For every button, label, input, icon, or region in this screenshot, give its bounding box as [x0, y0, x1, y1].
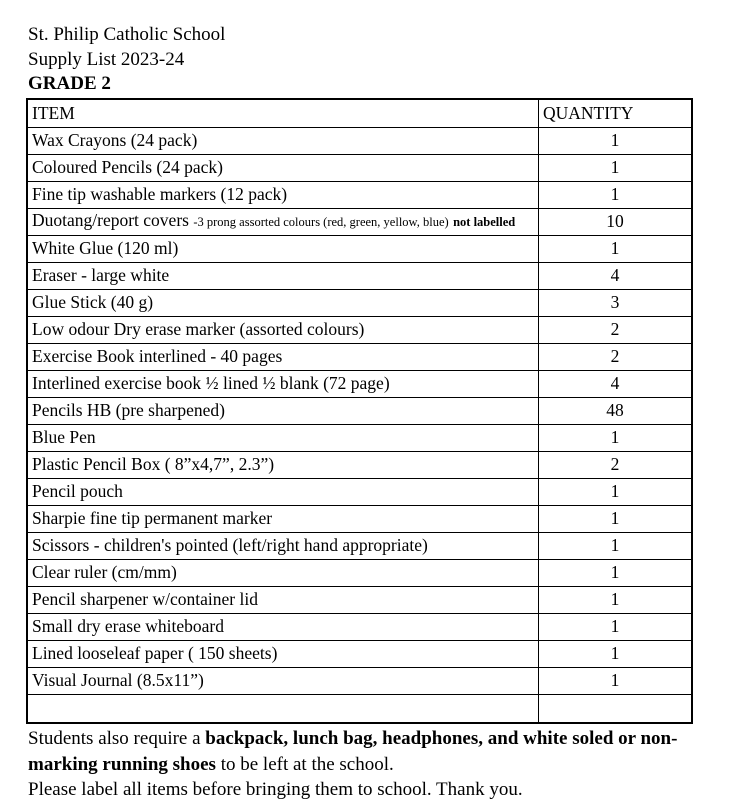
- table-row: [27, 587, 692, 614]
- cell-item: White Glue (120 ml): [27, 236, 539, 263]
- cell-quantity: 1: [539, 641, 693, 668]
- cell-item: Coloured Pencils (24 pack): [27, 155, 539, 182]
- cell-item: Pencils HB (pre sharpened): [27, 398, 539, 425]
- table-row: [27, 398, 692, 425]
- cell-quantity: 4: [539, 263, 693, 290]
- table-row: [27, 128, 692, 155]
- cell-item: Interlined exercise book ½ lined ½ blank (72 page): [27, 371, 539, 398]
- table-row: [27, 452, 692, 479]
- cell-quantity: 2: [539, 452, 693, 479]
- cell-quantity: 1: [539, 533, 693, 560]
- table-row: [27, 695, 692, 724]
- table-header-row: [27, 99, 692, 128]
- cell-item: Eraser - large white: [27, 263, 539, 290]
- table-row: [27, 641, 692, 668]
- table-row: [27, 290, 692, 317]
- cell-item: Small dry erase whiteboard: [27, 614, 539, 641]
- cell-quantity: 3: [539, 290, 693, 317]
- table-row: [27, 236, 692, 263]
- cell-quantity: 1: [539, 155, 693, 182]
- footer-note: [28, 726, 710, 803]
- cell-quantity: 1: [539, 236, 693, 263]
- cell-item: Clear ruler (cm/mm): [27, 560, 539, 587]
- table-row: [27, 371, 692, 398]
- cell-item: Glue Stick (40 g): [27, 290, 539, 317]
- cell-quantity: 1: [539, 182, 693, 209]
- cell-item: Blue Pen: [27, 425, 539, 452]
- footer-line-1: [28, 726, 710, 777]
- cell-item: Sharpie fine tip permanent marker: [27, 506, 539, 533]
- table-row: [27, 317, 692, 344]
- cell-item: Fine tip washable markers (12 pack): [27, 182, 539, 209]
- column-header-quantity: QUANTITY: [539, 99, 693, 128]
- table-row: [27, 155, 692, 182]
- table-row: [27, 506, 692, 533]
- table-row: [27, 425, 692, 452]
- cell-item: [27, 209, 539, 236]
- cell-quantity: 4: [539, 371, 693, 398]
- footer-text-tail: to be left at the school.: [215, 753, 394, 775]
- cell-item-note: -3 prong assorted colours (red, green, yellow, blue): [193, 215, 449, 229]
- table-row: [27, 344, 692, 371]
- table-row: [27, 263, 692, 290]
- table-row: [27, 533, 692, 560]
- cell-quantity: 48: [539, 398, 693, 425]
- cell-quantity: 1: [539, 560, 693, 587]
- cell-item: Pencil sharpener w/container lid: [27, 587, 539, 614]
- cell-quantity: 1: [539, 479, 693, 506]
- cell-quantity: 1: [539, 506, 693, 533]
- grade-heading: GRADE 2: [28, 73, 111, 94]
- cell-item: Plastic Pencil Box ( 8”x4,7”, 2.3”): [27, 452, 539, 479]
- cell-item: Scissors - children's pointed (left/right hand appropriate): [27, 533, 539, 560]
- table-row: [27, 209, 692, 236]
- footer-text-lead: Students also require a: [28, 728, 206, 749]
- table-row: [27, 182, 692, 209]
- cell-quantity: 1: [539, 425, 693, 452]
- footer-text-bold: backpack, lunch bag, headphones, and white soled or non-marking running shoes: [28, 728, 678, 775]
- cell-quantity: 10: [539, 209, 693, 236]
- cell-quantity: 2: [539, 344, 693, 371]
- cell-quantity: 1: [539, 128, 693, 155]
- list-title: Supply List 2023-24: [28, 49, 185, 70]
- supply-table: [26, 98, 693, 724]
- footer-line-2: Please label all items before bringing them to school. Thank you.: [28, 779, 523, 800]
- cell-item: Low odour Dry erase marker (assorted colours): [27, 317, 539, 344]
- cell-item: Wax Crayons (24 pack): [27, 128, 539, 155]
- table-row: [27, 560, 692, 587]
- document-header: [28, 22, 710, 72]
- cell-item: [27, 695, 539, 724]
- cell-item: Lined looseleaf paper ( 150 sheets): [27, 641, 539, 668]
- cell-item-note-emphasis: not labelled: [453, 215, 516, 229]
- supply-table-body: [27, 99, 692, 723]
- cell-quantity: [539, 695, 693, 724]
- cell-item: Pencil pouch: [27, 479, 539, 506]
- school-name: St. Philip Catholic School: [28, 24, 226, 45]
- cell-quantity: 1: [539, 668, 693, 695]
- column-header-item: ITEM: [27, 99, 539, 128]
- cell-item-text: Duotang/report covers: [32, 210, 189, 230]
- cell-quantity: 2: [539, 317, 693, 344]
- cell-quantity: 1: [539, 614, 693, 641]
- table-row: [27, 614, 692, 641]
- table-row: [27, 479, 692, 506]
- cell-item: Exercise Book interlined - 40 pages: [27, 344, 539, 371]
- cell-item: Visual Journal (8.5x11”): [27, 668, 539, 695]
- table-row: [27, 668, 692, 695]
- cell-quantity: 1: [539, 587, 693, 614]
